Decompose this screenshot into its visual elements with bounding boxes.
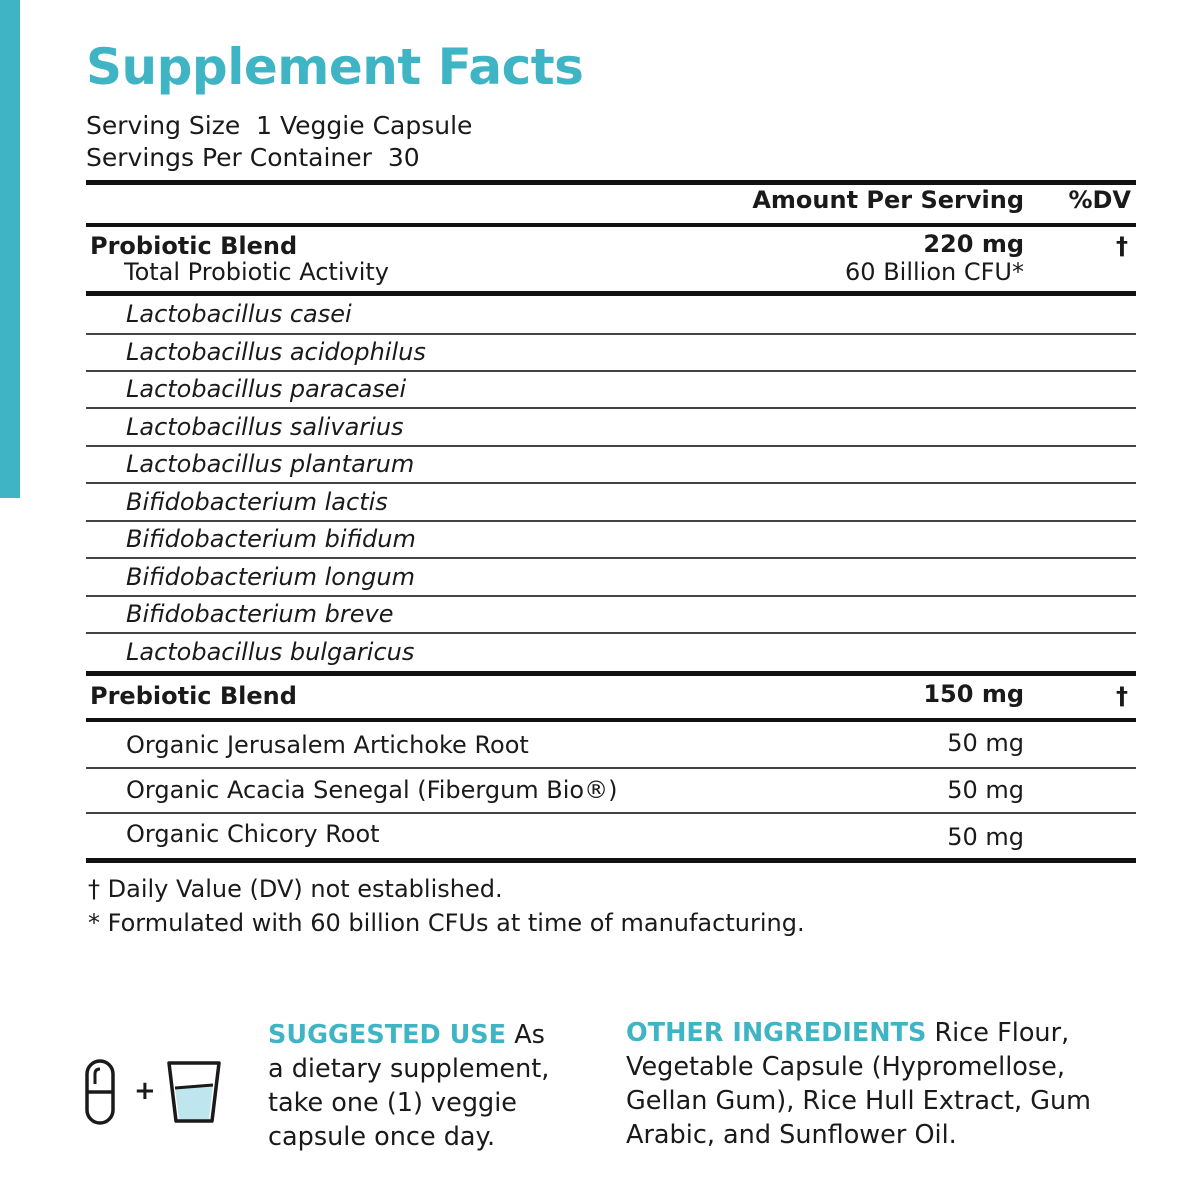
servings-per-container-line	[86, 142, 472, 174]
strain-item: Bifidobacterium longum	[126, 563, 416, 591]
plus-sign: +	[134, 1076, 156, 1106]
capsule-icon	[84, 1058, 116, 1126]
other-ingredients-text: Arabic, and Sunflower Oil.	[626, 1120, 957, 1150]
suggested-use-text: a dietary supplement,	[268, 1054, 550, 1084]
suggested-use	[268, 1018, 588, 1154]
rule-strain	[86, 557, 1136, 559]
strain-item: Lactobacillus bulgaricus	[126, 638, 415, 666]
prebiotic-ingredient-amount: 50 mg	[947, 776, 1024, 804]
other-ingredients	[626, 1016, 1166, 1152]
rule-ingredient	[86, 767, 1136, 769]
strain-item: Bifidobacterium lactis	[126, 488, 388, 516]
serving-size-label: Serving Size	[86, 111, 241, 140]
footnote-cfu: * Formulated with 60 billion CFUs at time of manufacturing.	[88, 909, 805, 937]
suggested-use-line	[268, 1018, 588, 1052]
prebiotic-ingredient-amount: 50 mg	[947, 823, 1024, 851]
other-ingredients-text: Gellan Gum), Rice Hull Extract, Gum	[626, 1086, 1091, 1116]
prebiotic-ingredient-name: Organic Acacia Senegal (Fibergum Bio®)	[126, 776, 618, 804]
rule-header	[86, 223, 1136, 227]
suggested-use-text: As	[514, 1020, 545, 1050]
strain-item: Bifidobacterium bifidum	[126, 525, 416, 553]
rule-thick-top	[86, 180, 1136, 185]
suggested-use-heading: SUGGESTED USE	[268, 1020, 507, 1050]
rule-strain	[86, 632, 1136, 634]
page-title: Supplement Facts	[86, 38, 584, 96]
amount-per-serving-header: Amount Per Serving	[752, 186, 1024, 214]
total-probiotic-activity-amount: 60 Billion CFU*	[845, 258, 1024, 286]
dv-header: %DV	[1068, 186, 1131, 214]
other-ingredients-heading: OTHER INGREDIENTS	[626, 1018, 927, 1048]
suggested-use-text: take one (1) veggie	[268, 1088, 517, 1118]
strain-item: Lactobacillus casei	[126, 300, 352, 328]
strain-item: Bifidobacterium breve	[126, 600, 394, 628]
prebiotic-blend-amount: 150 mg	[923, 680, 1024, 708]
other-ingredients-text: Vegetable Capsule (Hypromellose,	[626, 1052, 1065, 1082]
rule-strain	[86, 520, 1136, 522]
rule-strain	[86, 333, 1136, 335]
rule-bottom	[86, 858, 1136, 863]
usage-icons	[84, 1058, 224, 1126]
other-ingredients-text: Rice Flour,	[934, 1018, 1070, 1048]
rule-strain	[86, 445, 1136, 447]
probiotic-blend-name: Probiotic Blend	[90, 232, 298, 260]
prebiotic-blend-name: Prebiotic Blend	[90, 682, 297, 710]
probiotic-blend-dv: †	[1116, 232, 1128, 260]
total-probiotic-activity-label: Total Probiotic Activity	[124, 258, 389, 286]
prebiotic-ingredient-amount: 50 mg	[947, 729, 1024, 757]
accent-bar	[0, 0, 20, 498]
serving-size-line	[86, 110, 472, 142]
rule-probiotic	[86, 291, 1136, 296]
prebiotic-ingredient-name: Organic Jerusalem Artichoke Root	[126, 731, 529, 759]
prebiotic-ingredient-name: Organic Chicory Root	[126, 820, 380, 848]
servings-per-container-label: Servings Per Container	[86, 143, 372, 172]
rule-strain	[86, 482, 1136, 484]
rule-prebiotic-top	[86, 671, 1136, 676]
rule-ingredient	[86, 812, 1136, 814]
footnote-dv: † Daily Value (DV) not established.	[88, 875, 503, 903]
rule-strain	[86, 595, 1136, 597]
rule-prebiotic	[86, 718, 1136, 722]
serving-info	[86, 110, 472, 174]
prebiotic-blend-dv: †	[1116, 682, 1128, 710]
strain-item: Lactobacillus plantarum	[126, 450, 415, 478]
servings-per-container-value: 30	[387, 143, 420, 172]
other-ingredients-line	[626, 1016, 1166, 1050]
probiotic-blend-amount: 220 mg	[923, 230, 1024, 258]
serving-size-value: 1 Veggie Capsule	[256, 111, 473, 140]
strain-item: Lactobacillus acidophilus	[126, 338, 426, 366]
water-glass-icon	[166, 1060, 222, 1124]
suggested-use-text: capsule once day.	[268, 1122, 496, 1152]
strain-item: Lactobacillus salivarius	[126, 413, 404, 441]
rule-strain	[86, 370, 1136, 372]
rule-strain	[86, 407, 1136, 409]
strain-item: Lactobacillus paracasei	[126, 375, 407, 403]
